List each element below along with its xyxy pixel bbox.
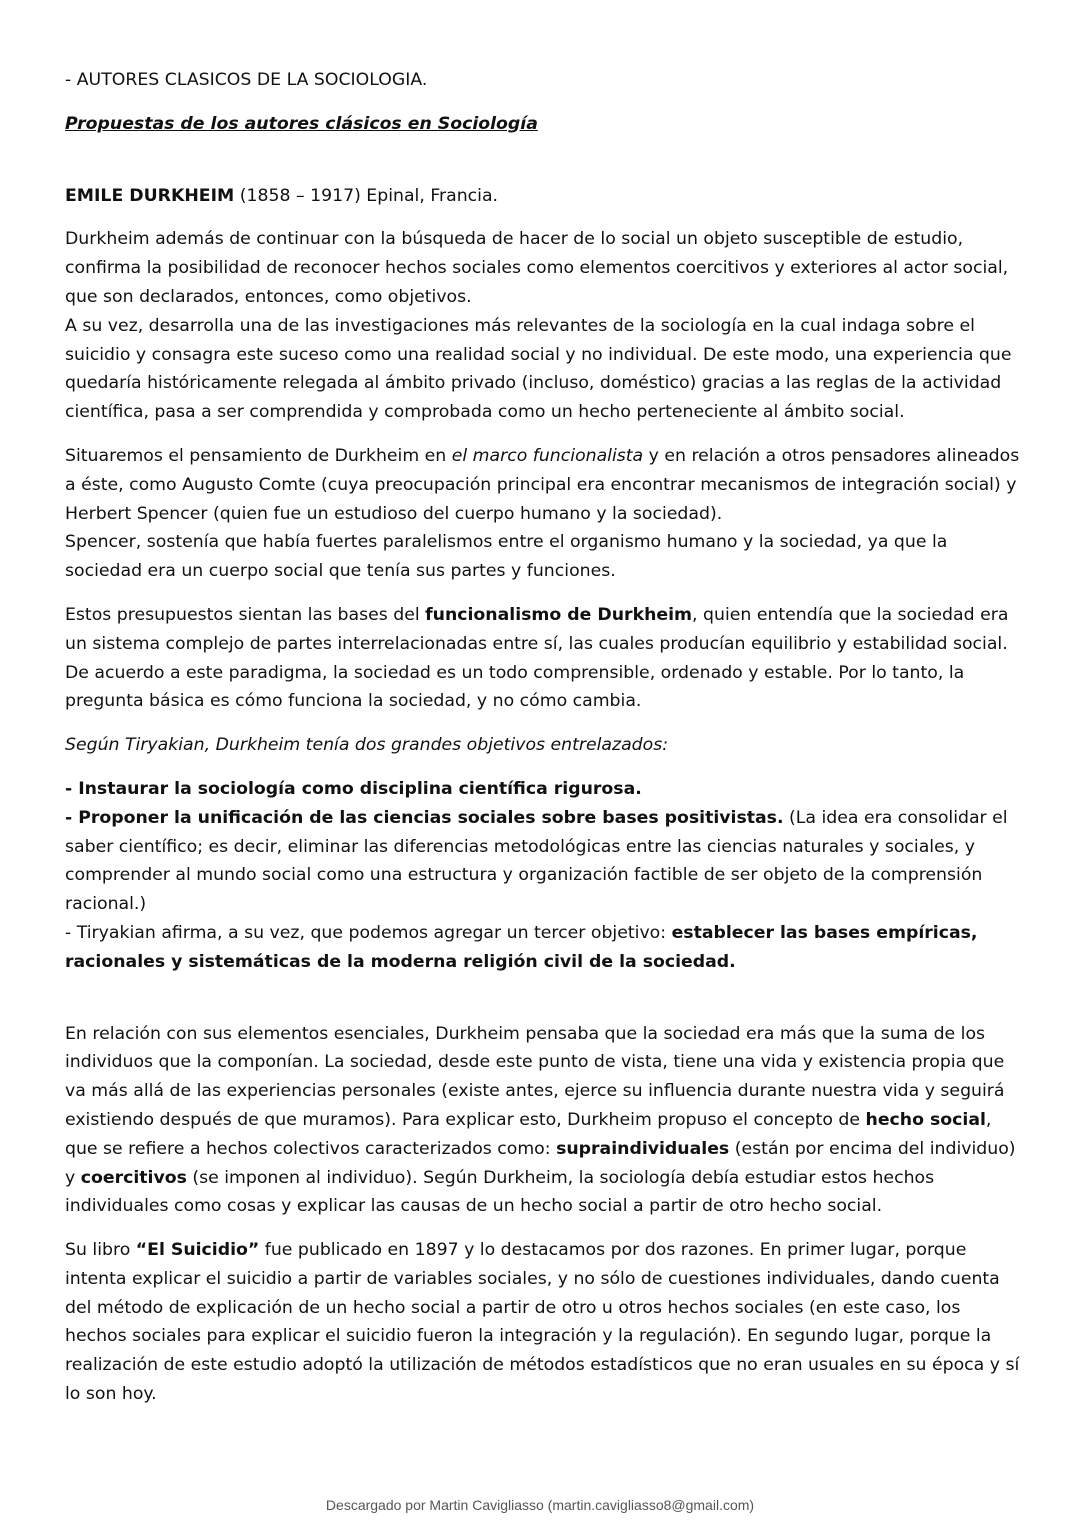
objective-3: - Tiryakian afirma, a su vez, que podemos agregar un tercer objetivo: establecer las bases empíricas, racionales y sistemáticas de la moderna religión civil de la sociedad.: [65, 922, 978, 972]
objective-2: - Proponer la unificación de las ciencias sociales sobre bases positivistas. (La idea era consolidar el saber científico; es decir, eliminar las diferencias metodológicas entre las ciencias naturales y sociales, y comprender al mundo social como una estructura y organización factible de ser objeto de la comprensión racional.): [65, 807, 1008, 915]
paragraph-social-fact: En relación con sus elementos esenciales, Durkheim pensaba que la sociedad era más que la suma de los individuos que la componían. La sociedad, desde este punto de vista, tiene una vida y existencia propia que va más allá de las experiencias personales (existe antes, ejerce su influencia durante nuestra vida y seguirá existiendo después de que muramos). Para explicar esto, Durkheim propuso el concepto de hecho social, que se refiere a hechos colectivos caracterizados como: supraindividuales (están por encima del individuo) y coercitivos (se imponen al individuo). Según Durkheim, la sociología debía estudiar estos hechos individuales como cosas y explicar las causas de un hecho social a partir de otro hecho social.: [65, 1023, 1016, 1217]
objective-1: - Instaurar la sociología como disciplina científica rigurosa.: [65, 778, 642, 799]
emphasis-funcionalismo: funcionalismo de Durkheim: [425, 604, 693, 625]
emphasis-hecho-social: hecho social: [865, 1109, 986, 1130]
section-title: - AUTORES CLASICOS DE LA SOCIOLOGIA.: [65, 70, 428, 90]
paragraph-spencer: Spencer, sostenía que había fuertes paralelismos entre el organismo humano y la sociedad, ya que la sociedad era un cuerpo social que tenía sus partes y funciones.: [65, 532, 948, 582]
download-footer: Descargado por Martin Cavigliasso (martin.cavigliasso8@gmail.com): [325, 1497, 755, 1513]
author-line: [65, 182, 1020, 211]
author-name: EMILE DURKHEIM: [65, 185, 235, 206]
emphasis-el-suicidio: “El Suicidio”: [135, 1240, 260, 1261]
paragraph-paradigm: De acuerdo a este paradigma, la sociedad es un todo comprensible, ordenado y estable. Por lo tanto, la pregunta básica es cómo funciona la sociedad, y no cómo cambia.: [65, 662, 965, 712]
paragraph-intro: Durkheim además de continuar con la búsqueda de hacer de lo social un objeto susceptible de estudio, confirma la posibilidad de reconocer hechos sociales como elementos coercitivos y exteriores al actor social, que son declarados, entonces, como objetivos.: [65, 229, 1009, 307]
paragraph-functionalist-frame: Situaremos el pensamiento de Durkheim en el marco funcionalista y en relación a otros pensadores alineados a éste, como Augusto Comte (cuya preocupación principal era encontrar mecanismos de integración social) y Herbert Spencer (quien fue un estudioso del cuerpo humano y la sociedad).: [65, 445, 1020, 524]
paragraph-el-suicidio: Su libro “El Suicidio” fue publicado en 1897 y lo destacamos por dos razones. En primer lugar, porque intenta explicar el suicidio a partir de variables sociales, y no sólo de cuestiones individuales, dando cuenta del método de explicación de un hecho social a partir de otro u otros hechos sociales (en este caso, los hechos sociales para explicar el suicidio fueron la integración y la regulación). En segundo lugar, porque la realización de este estudio adoptó la utilización de métodos estadísticos que no eran usuales en su época y sí lo son hoy.: [65, 1240, 1020, 1405]
paragraph-suicide-research: A su vez, desarrolla una de las investigaciones más relevantes de la sociología en la cual indaga sobre el suicidio y consagra este suceso como una realidad social y no individual. De este modo, una experiencia que quedaría históricamente relegada al ámbito privado (incluso, doméstico) gracias a las reglas de la actividad científica, pasa a ser comprendida y comprobada como un hecho perteneciente al ámbito social.: [65, 315, 1012, 423]
document-body: [65, 66, 1020, 1409]
section-subtitle: Propuestas de los autores clásicos en Sociología: [65, 113, 538, 134]
emphasis-coercitivos: coercitivos: [80, 1167, 187, 1188]
author-details: (1858 – 1917) Epinal, Francia.: [234, 185, 499, 206]
emphasis-marco-funcionalista: el marco funcionalista: [451, 445, 644, 466]
paragraph-tiryakian-intro: Según Tiryakian, Durkheim tenía dos grandes objetivos entrelazados:: [65, 735, 669, 756]
emphasis-supraindividuales: supraindividuales: [556, 1138, 730, 1159]
paragraph-functionalism: Estos presupuestos sientan las bases del funcionalismo de Durkheim, quien entendía que la sociedad era un sistema complejo de partes interrelacionadas entre sí, las cuales producían equilibrio y estabilidad social.: [65, 604, 1009, 654]
